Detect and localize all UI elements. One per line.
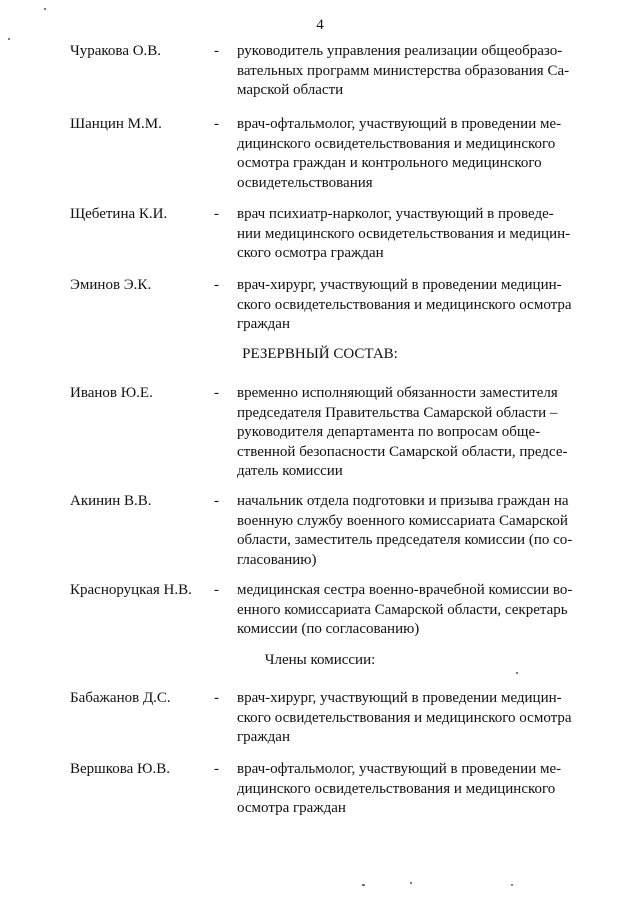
member-name: Чуракова О.В. [70, 43, 162, 59]
page-number: 4 [316, 17, 324, 33]
dash-separator: - [214, 493, 219, 509]
dash-separator: - [214, 277, 219, 293]
member-position: начальник отдела подготовки и призыва граждан на военную службу военного комиссариата Самарской области, заместитель председателя комиссии (по со- гласованию) [237, 493, 573, 568]
scan-speck [516, 672, 518, 674]
member-name: Иванов Ю.Е. [70, 385, 153, 401]
dash-separator: - [214, 206, 219, 222]
member-position: врач-хирург, участвующий в проведении медицин- ского освидетельствования и медицинского осмотра граждан [237, 690, 572, 745]
member-position: врач-хирург, участвующий в проведении медицин- ского освидетельствования и медицинского осмотра граждан [237, 277, 572, 332]
dash-separator: - [214, 582, 219, 598]
member-name: Бабажанов Д.С. [70, 690, 171, 706]
members-heading: Члены комиссии: [264, 652, 376, 668]
member-name: Вершкова Ю.В. [70, 761, 170, 777]
member-name: Щебетина К.И. [70, 206, 168, 222]
scan-speck [410, 882, 412, 884]
member-position: руководитель управления реализации общеобразо- вательных программ министерства образования Са- марской области [237, 43, 570, 98]
dash-separator: - [214, 761, 219, 777]
scan-speck [362, 884, 365, 886]
dash-separator: - [214, 690, 219, 706]
scan-speck [8, 38, 10, 40]
member-position: врач психиатр-нарколог, участвующий в проведе- нии медицинского освидетельствования и медицин- ского осмотра граждан [237, 206, 571, 261]
member-position: медицинская сестра военно-врачебной комиссии во- енного комиссариата Самарской области, секретарь комиссии (по согласованию) [237, 582, 573, 637]
dash-separator: - [214, 43, 219, 59]
dash-separator: - [214, 385, 219, 401]
scan-speck [511, 884, 513, 886]
reserve-heading: РЕЗЕРВНЫЙ СОСТАВ: [242, 346, 398, 362]
scan-speck [44, 8, 46, 10]
dash-separator: - [214, 116, 219, 132]
member-position: временно исполняющий обязанности заместителя председателя Правительства Самарской области – руководителя департамента по вопросам обще- ственной безопасности Самарской области, предсе- датель комиссии [237, 385, 568, 479]
member-name: Акинин В.В. [70, 493, 152, 509]
member-name: Шанцин М.М. [70, 116, 162, 132]
member-name: Красноруцкая Н.В. [70, 582, 192, 598]
member-name: Эминов Э.К. [70, 277, 152, 293]
member-position: врач-офтальмолог, участвующий в проведении ме- дицинского освидетельствования и медицинского осмотра граждан [237, 761, 562, 816]
member-position: врач-офтальмолог, участвующий в проведении ме- дицинского освидетельствования и медицинского осмотра граждан и контрольного медицинского освидетельствования [237, 116, 562, 191]
